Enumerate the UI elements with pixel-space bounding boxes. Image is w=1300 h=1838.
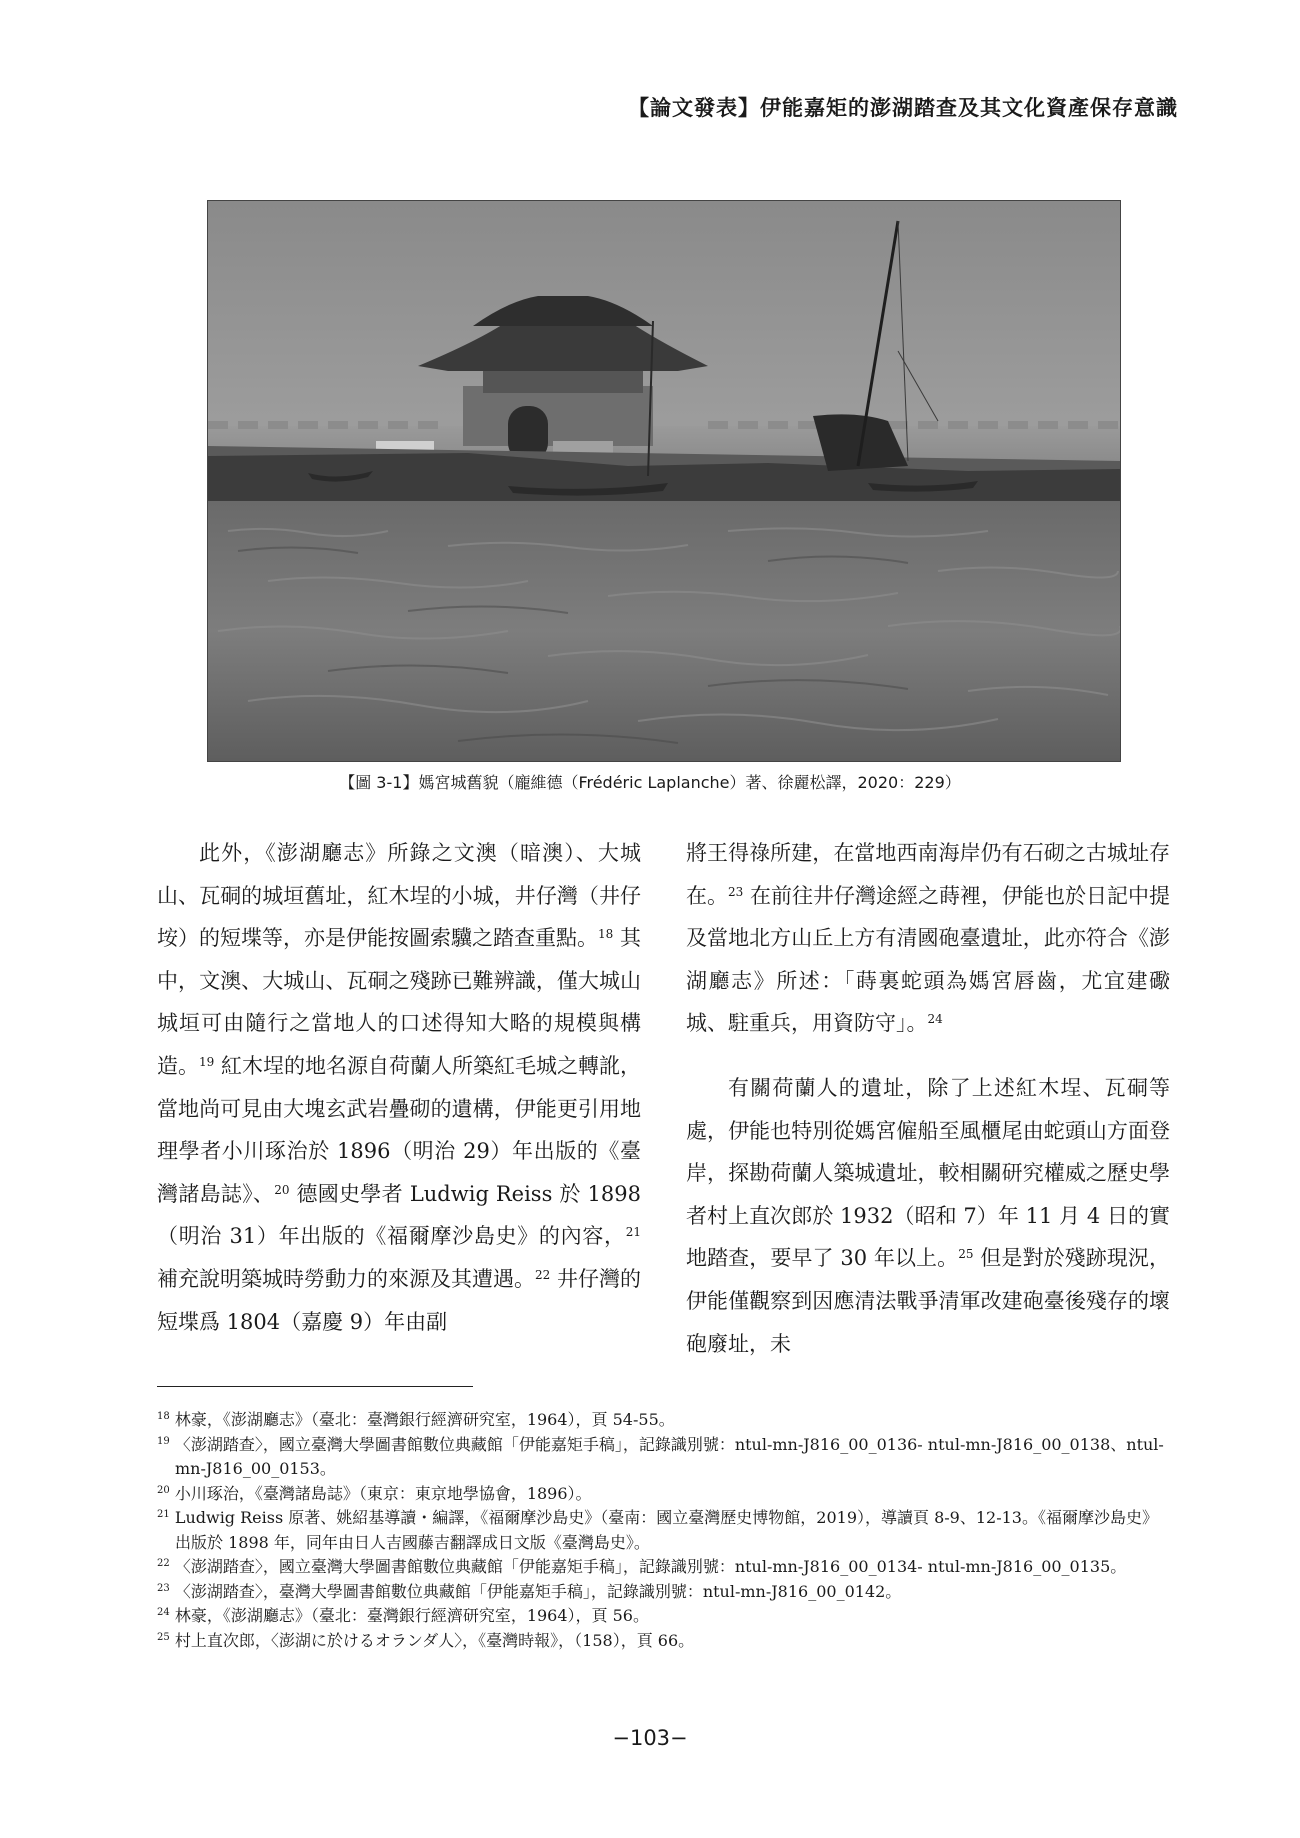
footnote-number: 20 [157,1484,170,1496]
paragraph-text: 補充說明築城時勞動力的來源及其遭遇。 [157,1266,536,1291]
footnote [157,1482,1170,1507]
footnote-number: 22 [157,1558,170,1569]
paragraph-text: 但是對於殘跡現況，伊能僅觀察到因應清法戰爭清軍改建砲臺後殘存的壞砲廢址，未 [686,1246,1170,1356]
footnote-text: 小川琢治，《臺灣諸島誌》（東京：東京地學協會，1896）。 [169,1483,592,1503]
footnote-text: 〈澎湖踏查〉，國立臺灣大學圖書館數位典藏館「伊能嘉矩手稿」，記錄識別號：ntul-mn-J816_00_0134- ntul-mn-J816_00_0135。 [169,1557,1127,1576]
footnote-divider [157,1386,473,1387]
body-column-left [157,832,641,1343]
footnote-text: 〈澎湖踏查〉，臺灣大學圖書館數位典藏館「伊能嘉矩手稿」，記錄識別號：ntul-mn-J816_00_0142。 [169,1581,902,1601]
paragraph [686,1067,1170,1365]
footnote-number: 23 [157,1582,170,1594]
footnote-number: 21 [157,1509,170,1520]
footnotes [157,1408,1170,1653]
paragraph [686,832,1170,1045]
footnote-ref: 19 [199,1054,215,1069]
paragraph-text: 其中，文澳、大城山、瓦硐之殘跡已難辨識，僅大城山城垣可由隨行之當地人的口述得知大略的規模與構造。 [157,926,641,1078]
footnote-number: 24 [157,1607,170,1618]
footnote [157,1629,1170,1654]
photo-makung-old-city-gate [208,201,1120,761]
page-number: −103− [612,1726,688,1750]
paragraph-text: 紅木埕的地名源自荷蘭人所築紅毛城之轉訛，當地尚可見由大塊玄武岩疊砌的遺構，伊能更引用地理學者小川琢治於 1896（明治 29）年出版的《臺灣諸島誌》、 [157,1053,641,1206]
paragraph-text: 此外，《澎湖廳志》所錄之文澳（暗澳）、大城山、瓦硐的城垣舊址，紅木埕的小城，井仔灣（井仔垵）的短堞等，亦是伊能按圖索驥之踏查重點。 [157,841,641,951]
body-column-right [686,832,1170,1365]
footnote [157,1555,1170,1580]
paragraph-text: 將王得祿所建，在當地西南海岸仍有石砌之古城址存在。 [686,841,1170,908]
footnote-ref: 21 [625,1225,641,1240]
footnote-ref: 24 [927,1012,943,1027]
footnote-number: 19 [157,1435,170,1447]
footnote [157,1604,1170,1629]
footnote [157,1408,1170,1433]
footnote-ref: 18 [598,927,614,942]
paragraph-text: 井仔灣的短堞爲 1804（嘉慶 9）年由副 [157,1266,641,1334]
footnote-ref: 25 [958,1247,974,1262]
running-header: 【論文發表】伊能嘉矩的澎湖踏查及其文化資產保存意識 [628,96,1178,120]
footnote-number: 18 [157,1411,170,1422]
paragraph-text: 在前往井仔灣途經之蒔裡，伊能也於日記中提及當地北方山丘上方有清國砲臺遺址，此亦符合《澎湖廳志》所述：「蒔裏蛇頭為媽宮唇齒，尤宜建礮城、駐重兵，用資防守」。 [686,883,1170,1036]
footnote [157,1433,1170,1482]
footnote-text: Ludwig Reiss 原著、姚紹基導讀・編譯，《福爾摩沙島史》（臺南：國立臺灣歷史博物館，2019），導讀頁 8-9、12-13。《福爾摩沙島史》出版於 1898 年，同年由日人吉國藤吉翻譯成日文版《臺灣島史》。 [169,1508,1158,1552]
footnote-ref: 22 [535,1267,551,1282]
footnote-text: 林豪，《澎湖廳志》（臺北：臺灣銀行經濟研究室，1964），頁 56。 [169,1606,649,1625]
footnote [157,1580,1170,1605]
figure-photo [207,200,1121,762]
footnote-ref: 20 [274,1182,290,1197]
figure-caption: 【圖 3-1】媽宮城舊貌（龐維德（Frédéric Laplanche）著、徐麗松譯，2020：229） [339,773,961,792]
footnote-text: 林豪，《澎湖廳志》（臺北：臺灣銀行經濟研究室，1964），頁 54-55。 [169,1410,675,1429]
paragraph [157,832,641,1343]
footnote-number: 25 [157,1631,170,1643]
paragraph-text: 德國史學者 Ludwig Reiss 於 1898（明治 31）年出版的《福爾摩沙島史》的內容， [157,1181,642,1249]
footnote-ref: 23 [728,884,744,899]
paragraph-text: 有關荷蘭人的遺址，除了上述紅木埕、瓦硐等處，伊能也特別從媽宮僱船至風櫃尾由蛇頭山方面登岸，探勘荷蘭人築城遺址，較相關研究權威之歷史學者村上直次郎於 1932（昭和 7）年 11 月 4 日的實地踏查，要早了 30 年以上。 [686,1075,1170,1271]
footnote [157,1506,1170,1555]
footnote-text: 村上直次郎，〈澎湖に於けるオランダ人〉，《臺灣時報》，（158），頁 66。 [169,1630,695,1650]
footnote-text: 〈澎湖踏查〉，國立臺灣大學圖書館數位典藏館「伊能嘉矩手稿」，記錄識別號：ntul-mn-J816_00_0136- ntul-mn-J816_00_0138、ntul-mn-J816_00_0153。 [169,1434,1164,1478]
